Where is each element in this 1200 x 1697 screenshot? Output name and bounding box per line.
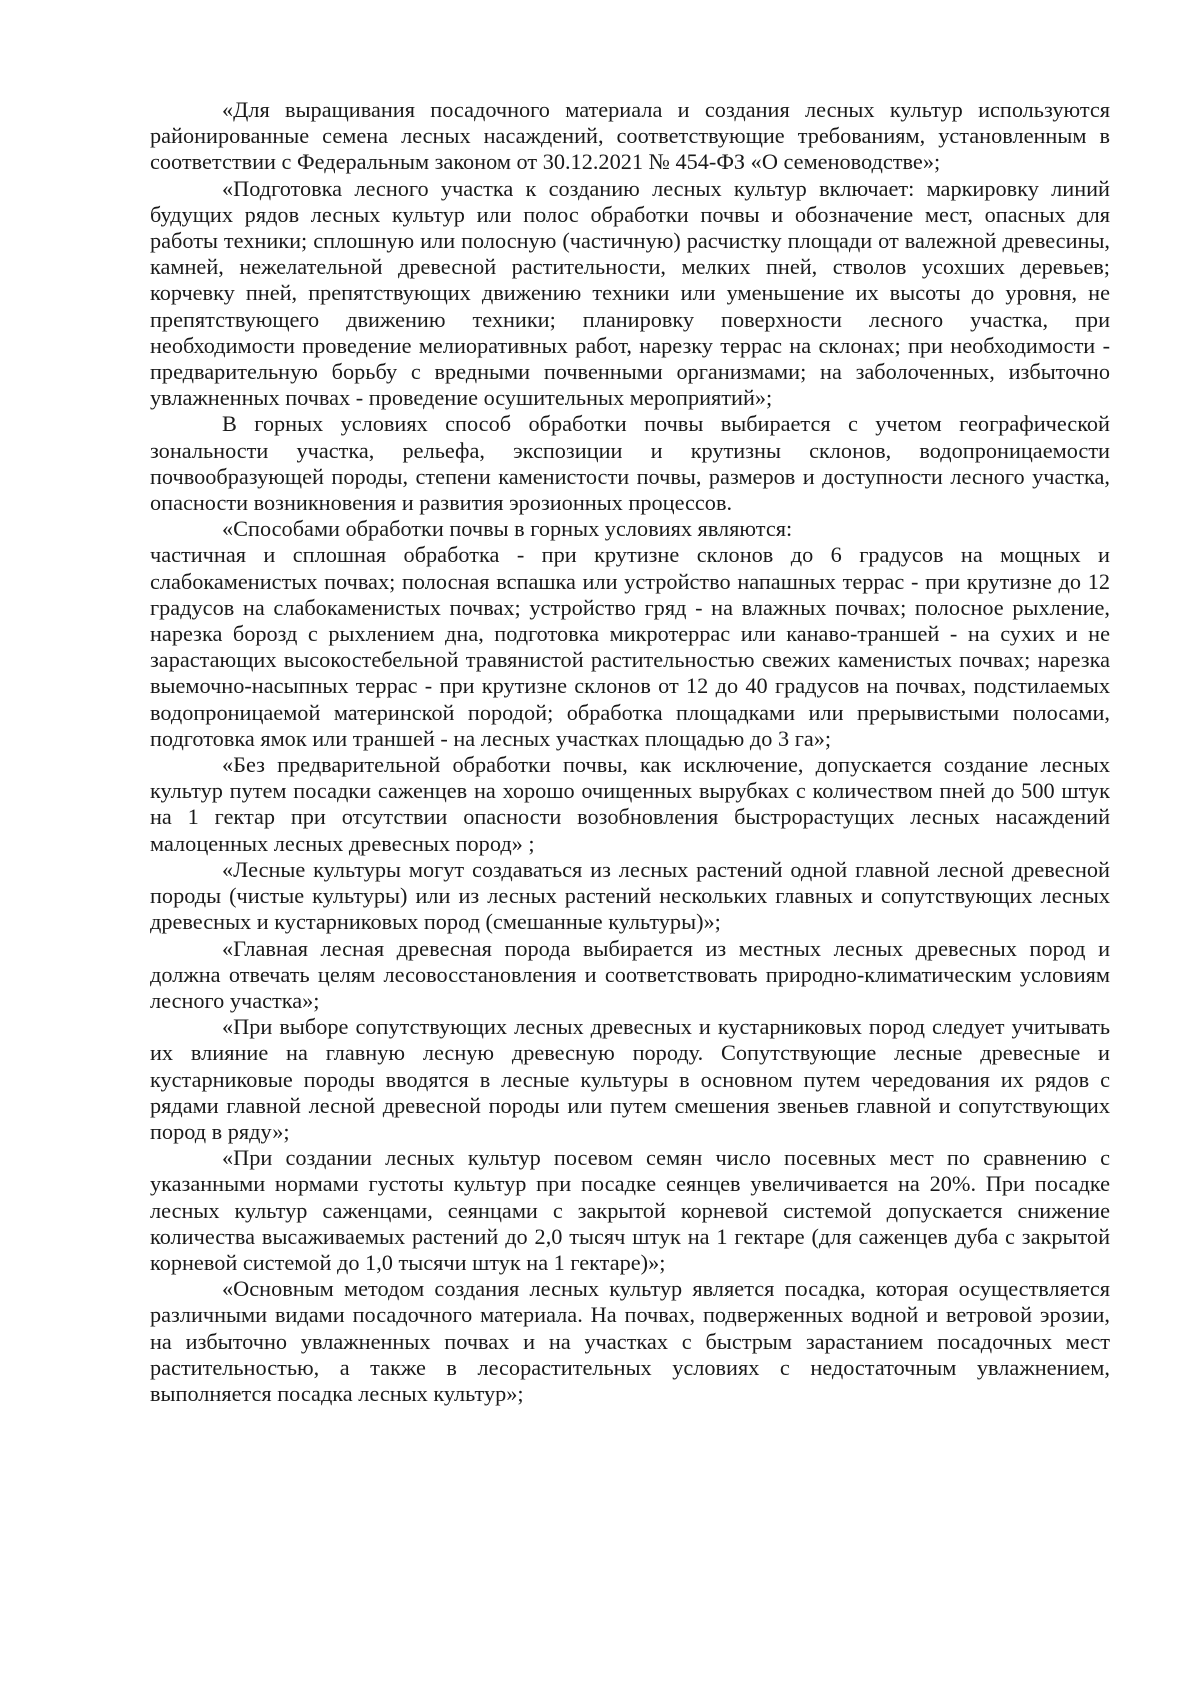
paragraph-seed-material: «Для выращивания посадочного материала и создания лесных культур используются районированные семена лесных насаждений, соответствующие требованиям, установленным в соответствии с Федеральным законом от 30.12.2021 № 454-ФЗ «О семеноводстве»;: [150, 97, 1110, 175]
paragraph-pure-mixed-cultures: «Лесные культуры могут создаваться из лесных растений одной главной лесной древесной породы (чистые культуры) или из лесных растений нескольких главных и сопутствующих лесных древесных и кустарниковых пород (смешанные культуры)»;: [150, 856, 1110, 935]
paragraph-planting-method: «Основным методом создания лесных культур является посадка, которая осуществляется различными видами посадочного материала. На почвах, подверженных водной и ветровой эрозии, на избыточно увлажненных почвах и на участках с быстрым зарастанием посадочных мест растительностью, а также в лесорастительных условиях с недостаточным увлажнением, выполняется посадка лесных культур»;: [150, 1276, 1110, 1406]
document-body: [150, 97, 1110, 1407]
paragraph-mountain-conditions: В горных условиях способ обработки почвы выбирается с учетом географической зональности участка, рельефа, экспозиции и крутизны склонов, водопроницаемости почвообразующей породы, степени каменистости почвы, размеров и доступности лесного участка, опасности возникновения и развития эрозионных процессов.: [150, 411, 1110, 516]
paragraph-main-species: «Главная лесная древесная порода выбирается из местных лесных древесных пород и должна отвечать целям лесовосстановления и соответствовать природно-климатическим условиям лесного участка»;: [150, 935, 1110, 1013]
paragraph-sowing-density: «При создании лесных культур посевом семян число посевных мест по сравнению с указанными нормами густоты культур при посадке сеянцев увеличивается на 20%. При посадке лесных культур саженцами, сеянцами с закрытой корневой системой допускается снижение количества высаживаемых растений до 2,0 тысяч штук на 1 гектаре (для саженцев дуба с закрытой корневой системой до 1,0 тысячи штук на 1 гектаре)»;: [150, 1145, 1110, 1275]
paragraph-soil-methods-list: частичная и сплошная обработка - при крутизне склонов до 6 градусов на мощных и слабокаменистых почвах; полосная вспашка или устройство напашных террас - при крутизне до 12 градусов на слабокаменистых почвах; устройство гряд - на влажных почвах; полосное рыхление, нарезка борозд с рыхлением дна, подготовка микротеррас или канаво-траншей - на сухих и не зарастающих высокостебельной травянистой растительностью свежих каменистых почвах; нарезка выемочно-насыпных террас - при крутизне склонов от 12 до 40 градусов на почвах, подстилаемых водопроницаемой материнской породой; обработка площадками или прерывистыми полосами, подготовка ямок или траншей - на лесных участках площадью до 3 га»;: [150, 542, 1110, 751]
paragraph-companion-species: «При выборе сопутствующих лесных древесных и кустарниковых пород следует учитывать их влияние на главную лесную древесную породу. Сопутствующие лесные древесные и кустарниковые породы вводятся в лесные культуры в основном путем чередования их рядов с рядами главной лесной древесной породы или путем смешения звеньев главной и сопутствующих пород в ряду»;: [150, 1014, 1110, 1144]
paragraph-soil-methods-intro: «Способами обработки почвы в горных условиях являются:: [222, 516, 793, 542]
paragraph-site-preparation: «Подготовка лесного участка к созданию лесных культур включает: маркировку линий будущих рядов лесных культур или полос обработки почвы и обозначение мест, опасных для работы техники; сплошную или полосную (частичную) расчистку площади от валежной древесины, камней, нежелательной древесной растительности, мелких пней, стволов усохших деревьев; корчевку пней, препятствующих движению техники или уменьшение их высоты до уровня, не препятствующего движению техники; планировку поверхности лесного участка, при необходимости проведение мелиоративных работ, нарезку террас на склонах; при необходимости - предварительную борьбу с вредными почвенными организмами; на заболоченных, избыточно увлажненных почвах - проведение осушительных мероприятий»;: [150, 175, 1110, 411]
paragraph-no-preparation: «Без предварительной обработки почвы, как исключение, допускается создание лесных культур путем посадки саженцев на хорошо очищенных вырубках с количеством пней до 500 штук на 1 гектар при отсутствии опасности возобновления быстрорастущих лесных насаждений малоценных лесных древесных пород» ;: [150, 752, 1110, 856]
